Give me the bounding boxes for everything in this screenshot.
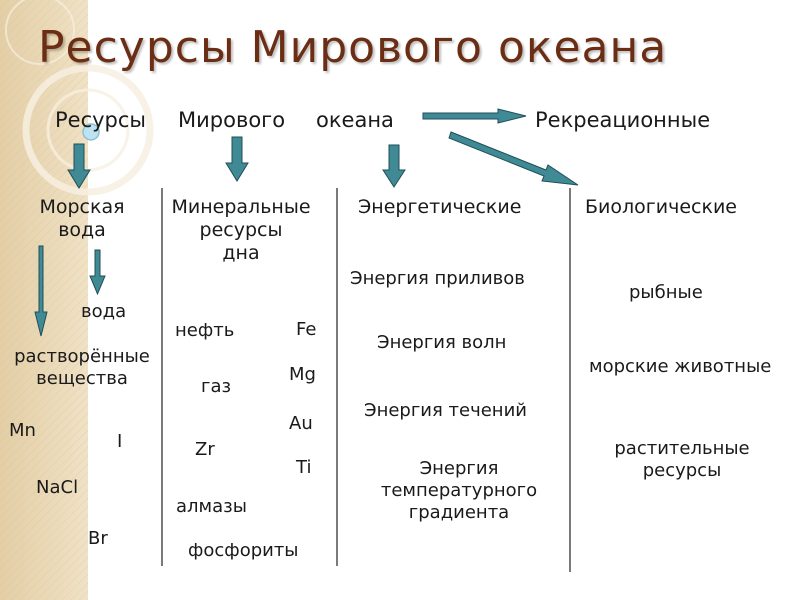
item-zr: Zr [195,439,215,460]
item-mg: Mg [289,364,316,385]
item-gas: газ [201,376,232,397]
item-thermal-line1: Энергия [419,458,499,479]
category-mineral-line3: дна [222,242,260,264]
root-word-world: Мирового [178,108,286,132]
root-word-ocean: океана [316,108,394,132]
item-plant-line1: растительные [614,438,750,459]
root-word-resources: Ресурсы [55,108,147,132]
item-ti: Ti [296,457,312,478]
category-mineral-line1: Минеральные [171,196,311,218]
category-sea-water-line2: вода [58,219,106,241]
item-phosphorites: фосфориты [188,540,299,561]
item-wave-energy: Энергия волн [377,332,507,353]
item-nacl: NaCl [36,477,79,498]
item-i: I [117,431,123,452]
item-oil: нефть [175,320,235,341]
item-tidal-energy: Энергия приливов [350,268,525,289]
arrow-to-water [90,250,105,294]
arrow-to-biological [449,132,578,185]
item-dissolved [14,346,150,390]
slide-title: Ресурсы Мирового океана [38,22,668,73]
category-energy: Энергетические [358,196,522,218]
item-current-energy: Энергия течений [364,400,527,421]
item-water: вода [81,301,127,322]
category-sea-water-line1: Морская [39,196,125,218]
item-thermal-line2: температурного [380,480,538,501]
category-mineral-line2: ресурсы [199,219,283,241]
item-fish: рыбные [629,282,703,303]
item-fe: Fe [296,319,317,340]
item-au: Au [289,413,313,434]
arrow-to-energy [383,145,405,187]
item-mn: Mn [9,420,36,441]
item-thermal-line3: градиента [408,502,510,523]
arrow-to-mineral [226,137,248,181]
category-biological: Биологические [585,196,737,218]
item-thermal-energy [381,458,537,524]
category-sea-water [39,196,124,242]
recreational-label: Рекреационные [535,108,711,132]
item-plant-resources [614,438,749,482]
item-plant-line2: ресурсы [642,460,722,481]
item-dissolved-line2: вещества [36,368,128,389]
item-sea-animals: морские животные [589,356,772,377]
category-mineral [171,196,310,265]
item-diamonds: алмазы [176,496,247,517]
item-br: Br [88,528,108,549]
arrow-to-recreational [423,109,526,123]
item-dissolved-line1: растворённые [14,346,150,367]
